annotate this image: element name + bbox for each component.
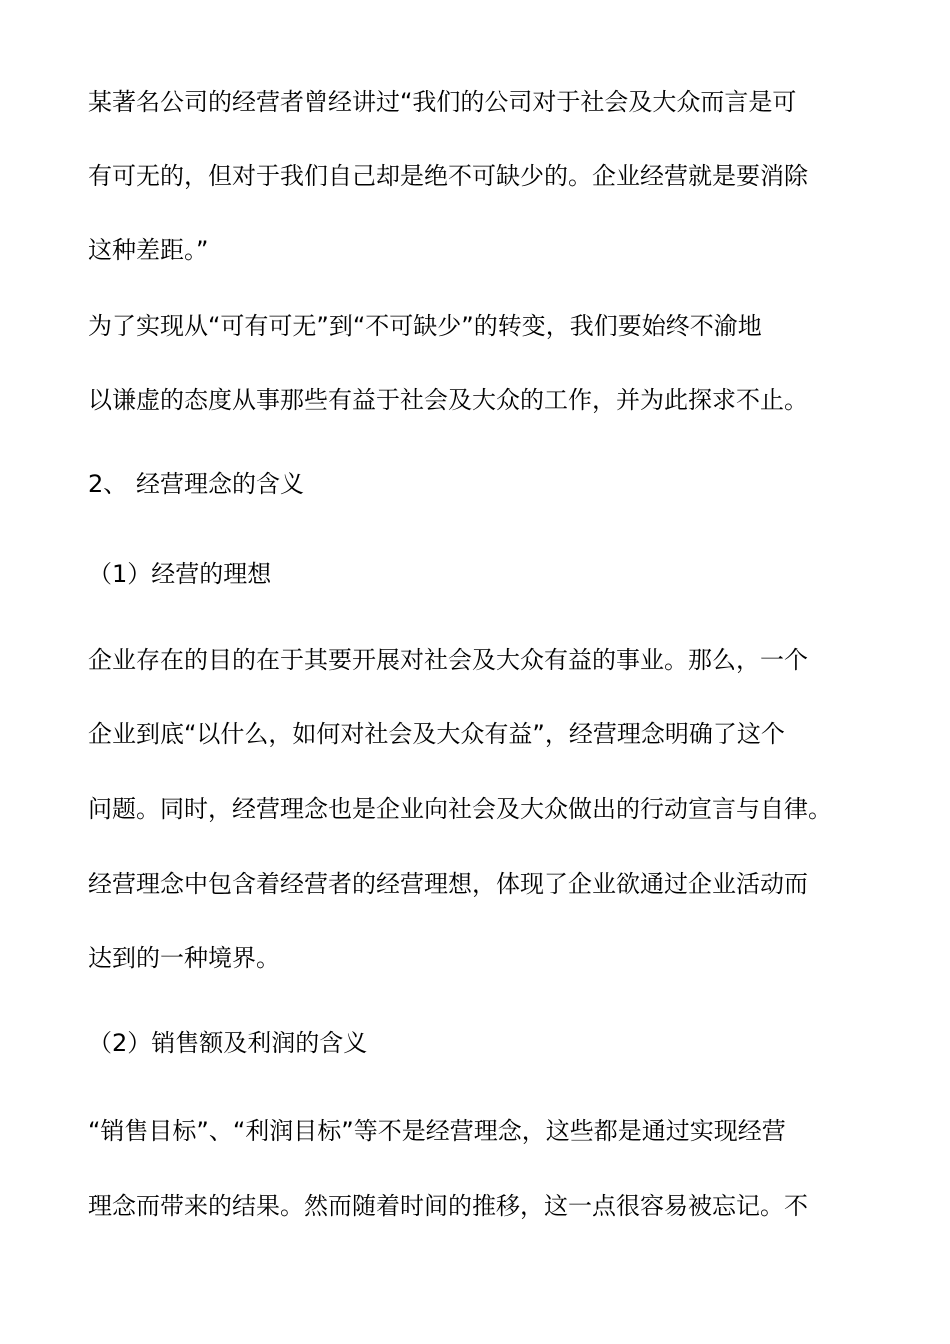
subsection-heading: （1）经营的理想 bbox=[88, 560, 272, 588]
section-heading bbox=[88, 464, 888, 504]
paragraph-line: 这种差距。” bbox=[88, 236, 209, 264]
paragraph-line: 某著名公司的经营者曾经讲过“我们的公司对于社会及大众而言是可 bbox=[88, 88, 797, 116]
paragraph-line: 为了实现从“可有可无”到“不可缺少”的转变，我们要始终不渝地 bbox=[88, 312, 762, 340]
paragraph-line: 理念而带来的结果。然而随着时间的推移，这一点很容易被忘记。不 bbox=[88, 1192, 808, 1220]
paragraph-line: 达到的一种境界。 bbox=[88, 944, 280, 972]
paragraph-line: 经营理念中包含着经营者的经营理想，体现了企业欲通过企业活动而 bbox=[88, 870, 808, 898]
paragraph-line: 企业到底“以什么，如何对社会及大众有益”，经营理念明确了这个 bbox=[88, 720, 785, 748]
section-number: 2、 bbox=[88, 470, 128, 498]
paragraph-line: 有可无的，但对于我们自己却是绝不可缺少的。企业经营就是要消除 bbox=[88, 162, 808, 190]
section-title: 经营理念的含义 bbox=[136, 470, 304, 498]
subsection-heading: （2）销售额及利润的含义 bbox=[88, 1029, 368, 1057]
paragraph-line: 问题。同时，经营理念也是企业向社会及大众做出的行动宣言与自律。 bbox=[88, 795, 832, 823]
paragraph-line: 企业存在的目的在于其要开展对社会及大众有益的事业。那么，一个 bbox=[88, 646, 808, 674]
paragraph-line: “销售目标”、“利润目标”等不是经营理念，这些都是通过实现经营 bbox=[88, 1117, 786, 1145]
paragraph-line: 以谦虚的态度从事那些有益于社会及大众的工作，并为此探求不止。 bbox=[88, 386, 808, 414]
